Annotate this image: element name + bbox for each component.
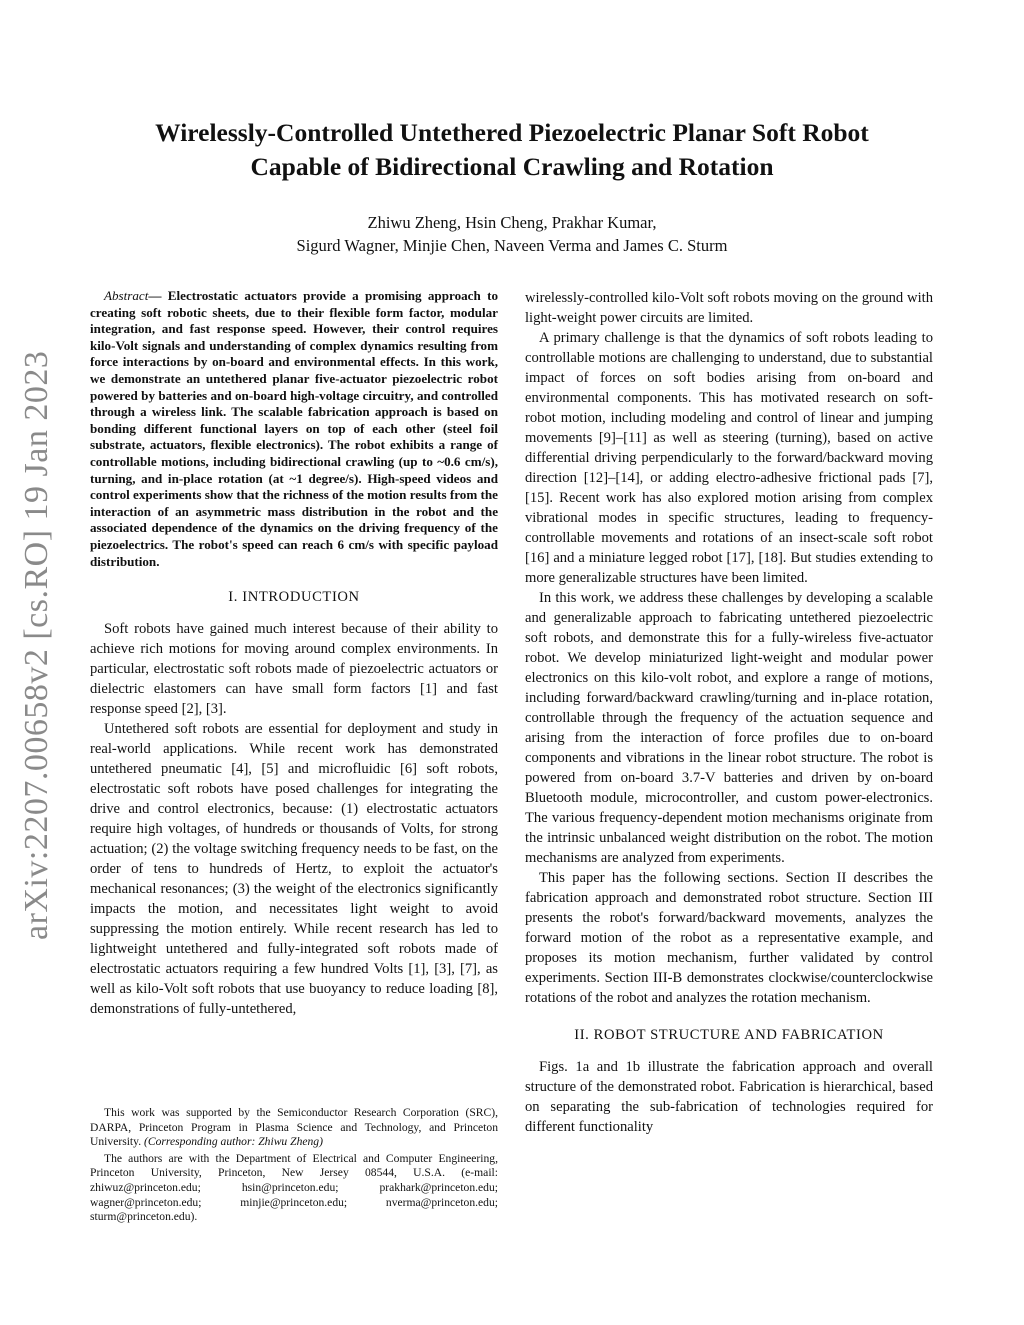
footnotes (90, 1106, 498, 1227)
paper-title-line-1: Wirelessly-Controlled Untethered Piezoelectric Planar Soft Robot (155, 118, 869, 147)
left-column (90, 288, 498, 1019)
abstract-text: — Electrostatic actuators provide a promising approach to creating soft robotic sheets, due to their flexible form factor, modular integration, and fast response speed. However, their control requires kilo-Volt signals and understanding of complex dynamics resulting from force interactions by on-board and environmental effects. In this work, we demonstrate an untethered planar five-actuator piezoelectric robot powered by batteries and on-board high-voltage circuitry, and controlled through a wireless link. The scalable fabrication approach is based on bonding different functional layers on top of each other (steel foil substrate, actuators, flexible electronics). The robot exhibits a range of controllable motions, including bidirectional crawling (up to ~0.6 cm/s), turning, and in-place rotation (at ~1 degree/s). High-speed videos and control experiments show that the richness of the motion results from the interaction of an asymmetric mass distribution in the robot and the associated dependence of the dynamics on the driving frequency of the piezoelectrics. The robot's speed can reach 6 cm/s with specific payload distribution. (90, 288, 498, 569)
right-column (525, 288, 933, 1137)
footnote-corresponding-author: (Corresponding author: Zhiwu Zheng) (144, 1135, 323, 1149)
intro-paragraph-5: This paper has the following sections. Section II describes the fabrication approach and demonstrated robot structure. Section III presents the robot's forward/backward movements, analyzes the forward motion of the robot as a representative example, and proposes its motion mechanism, further validated by control experiments. Section III-B demonstrates clockwise/counterclockwise rotations of the robot and analyzes the rotation mechanism. (525, 870, 933, 1006)
intro-paragraph-continued: wirelessly-controlled kilo-Volt soft robots moving on the ground with light-weight power circuits are limited. (525, 290, 933, 326)
paper-title-line-2: Capable of Bidirectional Crawling and Rotation (250, 152, 774, 181)
author-line-2: Sigurd Wagner, Minjie Chen, Naveen Verma and James C. Sturm (296, 236, 728, 255)
structure-paragraph-1: Figs. 1a and 1b illustrate the fabrication approach and overall structure of the demonstrated robot. Fabrication is hierarchical, based on separating the sub-fabrication of technologies required for different functionality (525, 1059, 933, 1135)
abstract (90, 288, 498, 570)
section-heading-introduction: I. INTRODUCTION (228, 589, 360, 606)
footnote-funding-text: This work was supported by the Semiconductor Research Corporation (SRC), DARPA, Princeton Program in Plasma Science and Technology, and Princeton University. (90, 1106, 498, 1149)
paper-title (110, 116, 914, 184)
intro-paragraph-1: Soft robots have gained much interest because of their ability to achieve rich motions for moving around complex environments. In particular, electrostatic soft robots made of piezoelectric actuators or dielectric elastomers can have small form factors [1] and fast response speed [2], [3]. (90, 621, 498, 718)
intro-paragraph-4: In this work, we address these challenges by developing a scalable and generalizable approach to fabricating untethered piezoelectric soft robots, and demonstrate this for a fully-wireless five-actuator robot. We develop miniaturized light-weight and modular power electronics on this kilo-volt robot, and explore a range of motions, including forward/backward crawling/turning and in-place rotation, controllable through the frequency of the actuation sequence and arising from the interaction of force profiles due to on-board components and vibrations in the linear robot structure. The robot is powered from on-board 3.7-V batteries and driven by on-board Bluetooth module, microcontroller, and custom power-electronics. The various frequency-dependent motion mechanisms originate from the intrinsic unbalanced weight distribution on the robot. The motion mechanisms are analyzed from experiments. (525, 590, 933, 866)
arxiv-identifier-stamp: arXiv:2207.00658v2 [cs.RO] 19 Jan 2023 (18, 350, 55, 940)
footnote-funding (90, 1106, 498, 1150)
footnote-affiliation: The authors are with the Department of Electrical and Computer Engineering, Princeton University, Princeton, New Jersey 08544, U.S.A. (e-mail: zhiwuz@princeton.edu; hsin@princeton.edu; prakhark@princeton.edu; wagner@princeton.edu; minjie@princeton.edu; nverma@princeton.edu; sturm@princeton.edu). (90, 1151, 498, 1224)
intro-paragraph-3: A primary challenge is that the dynamics of soft robots leading to controllable motions are challenging to understand, due to substantial impact of forces on soft bodies arising from on-board and environmental components. This has motivated research on soft-robot motion, including modeling and control of linear and jumping movements [9]–[11] as well as steering (turning), based on active differential driving perpendicularly to the forward/backward moving direction [12]–[14], or adding electro-adhesive frictional pads [7], [15]. Recent work has also explored motion arising from complex vibrational modes in specific structures, leading to frequency-controllable movements and rotations of an insect-scale soft robot [16] and a miniature legged robot [17], [18]. But studies extending to more generalizable structures have been limited. (525, 330, 933, 586)
author-list (110, 211, 914, 257)
section-heading-robot-structure: II. ROBOT STRUCTURE AND FABRICATION (574, 1027, 884, 1043)
intro-paragraph-2: Untethered soft robots are essential for deployment and study in real-world applications. While recent work has demonstrated untethered pneumatic [4], [5] and microfluidic [6] soft robots, electrostatic soft robots have posed challenges for integrating the drive and control electronics, because: (1) electrostatic actuators require high voltages, of hundreds or thousands of Volts, for strong actuation; (2) the voltage switching frequency needs to be fast, on the order of tens to hundreds of Hertz, to exploit the actuator's mechanical resonances; (3) the weight of the electronics significantly impacts the motion, and necessitates light weight to avoid suppressing the motion entirely. While recent research has led to lightweight untethered and fully-integrated soft robots made of electrostatic actuators requiring a few hundred Volts [1], [3], [7], as well as kilo-Volt soft robots that use buoyancy to reduce loading [8], demonstrations of fully-untethered, (90, 721, 498, 1018)
abstract-label: Abstract (104, 288, 149, 303)
author-line-1: Zhiwu Zheng, Hsin Cheng, Prakhar Kumar, (367, 213, 657, 232)
